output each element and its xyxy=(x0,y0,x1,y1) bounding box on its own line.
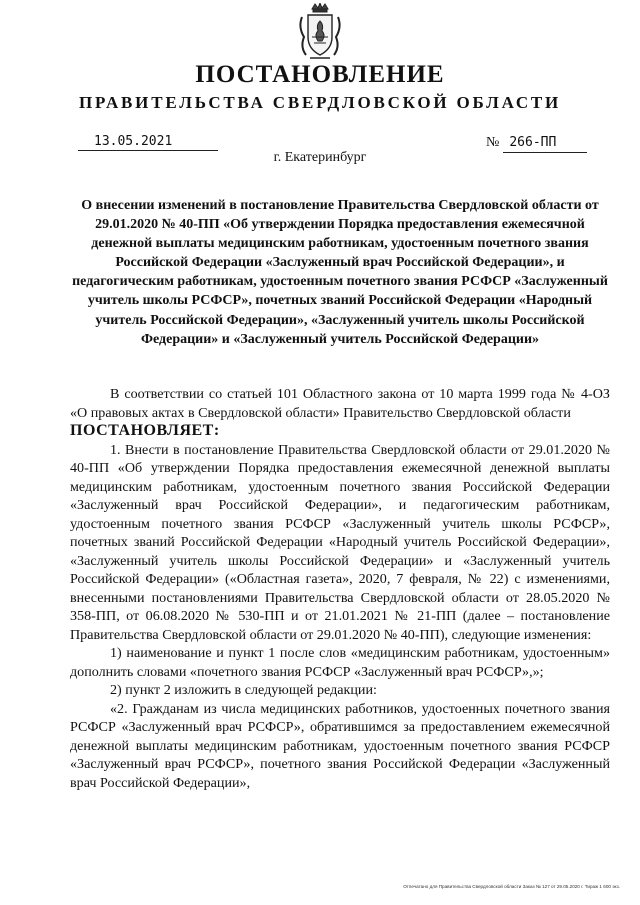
coat-of-arms-emblem xyxy=(296,3,344,61)
number-sign: № xyxy=(486,135,500,150)
document-number xyxy=(486,133,587,151)
item-1-paragraph: 1. Внести в постановление Правительства Свердловской области от 29.01.2020 № 40-ПП «Об утверждении Порядка предоставления ежемесячной денежной выплаты медицинским работникам, удостоенным почетного звания Российской Федерации «Заслуженный врач Российской Федерации», и педагогическим работникам, удостоенным почетного звания РСФСР «Заслуженный учитель школы РСФСР», почетных званий Российской Федерации «Народный учитель Российской Федерации», «Заслуженный учитель школы Российской Федерации» и «Заслуженный учитель Российской Федерации» («Областная газета», 2020, 7 февраля, № 22) с изменениями, внесенными постановлениями Правительства Свердловской области от 28.05.2020 № 358-ПП, от 06.08.2020 № 530-ПП и от 21.01.2021 № 21-ПП (далее – постановление Правительства Свердловской области от 29.01.2020 № 40-ПП), следующие изменения: xyxy=(70,441,610,643)
document-date: 13.05.2021 xyxy=(78,133,218,151)
subitem-1-paragraph: 1) наименование и пункт 1 после слов «медицинским работникам, удостоенным» дополнить словами «почетного звания РСФСР «Заслуженный врач РСФСР»,»; xyxy=(70,645,610,680)
subitem-2-paragraph: 2) пункт 2 изложить в следующей редакции: xyxy=(110,682,377,698)
document-type-heading: ПОСТАНОВЛЕНИЕ xyxy=(195,61,445,88)
document-title: О внесении изменений в постановление Правительства Свердловской области от 29.01.2020 № 40-ПП «Об утверждении Порядка предоставления ежемесячной денежной выплаты медицинским работникам, удостоенным почетного звания Российской Федерации «Заслуженный врач Российской Федерации», и педагогическим работникам, удостоенным почетного звания РСФСР «Заслуженный учитель школы РСФСР», почетных званий Российской Федерации «Народный учитель Российской Федерации», «Заслуженный учитель школы Российской Федерации» и «Заслуженный учитель Российской Федерации» xyxy=(72,198,608,347)
quoted-paragraph: «2. Гражданам из числа медицинских работников, удостоенных почетного звания РСФСР «Заслуженный врач РСФСР», обратившимся за предоставлением ежемесячной денежной выплаты медицинским работникам, удостоенным почетного звания РСФСР «Заслуженный врач РСФСР», почетного звания Российской Федерации «Заслуженный врач Российской Федерации», xyxy=(70,700,610,791)
document-body xyxy=(70,385,610,792)
city: г. Екатеринбург xyxy=(273,150,367,165)
print-footer: Отпечатано для Правительства Свердловской области Заказ № 127 от 29.05.2020 г. Тираж 1 600 экз. xyxy=(403,884,620,889)
decree-word: ПОСТАНОВЛЯЕТ: xyxy=(70,422,220,439)
number-value: 266-ПП xyxy=(503,134,587,153)
government-name: ПРАВИТЕЛЬСТВА СВЕРДЛОВСКОЙ ОБЛАСТИ xyxy=(78,93,562,112)
preamble-paragraph: В соответствии со статьей 101 Областного закона от 10 марта 1999 года № 4-ОЗ «О правовых актах в Свердловской области» Правительство Свердловской области xyxy=(70,386,610,421)
